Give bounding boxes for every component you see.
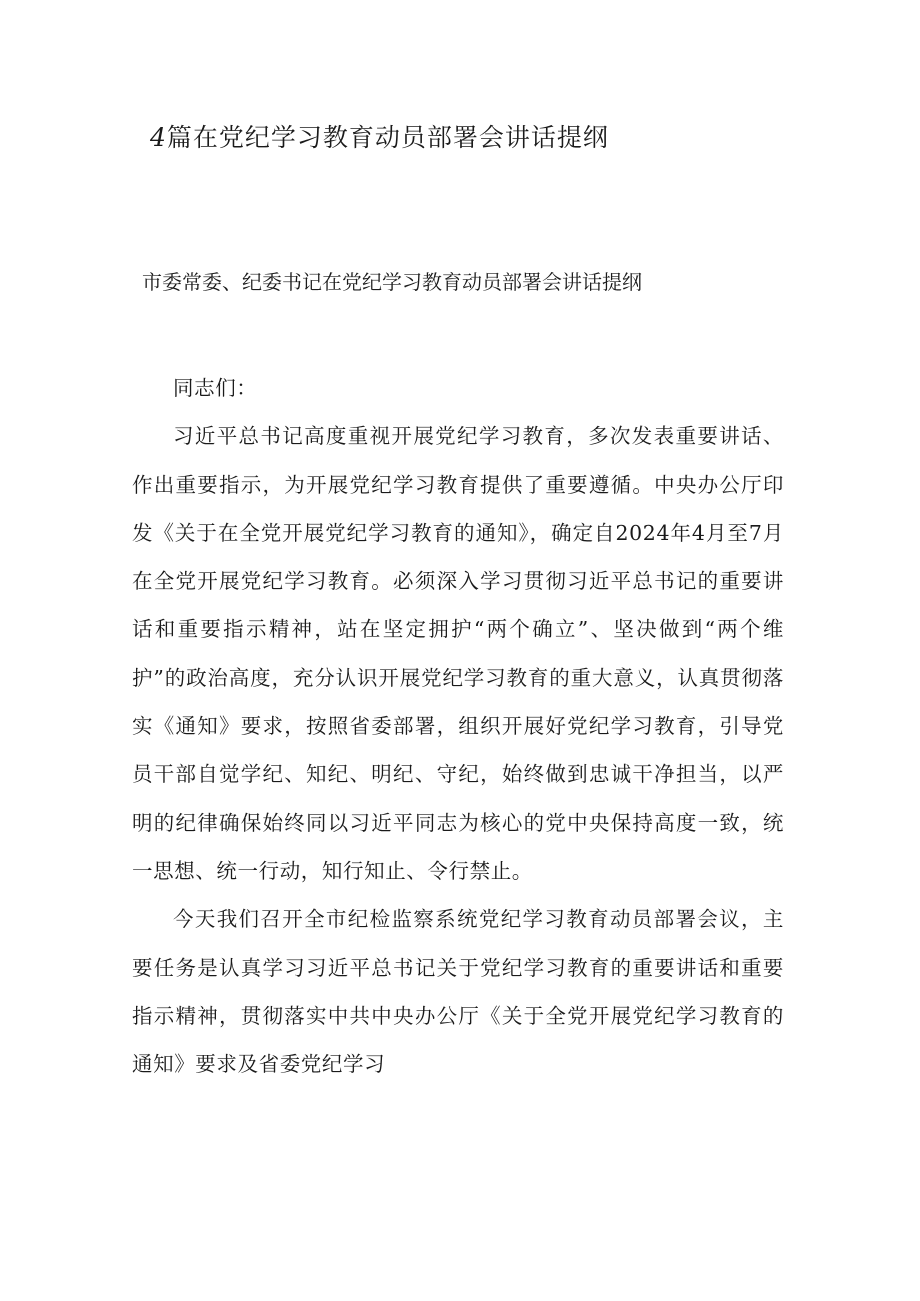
body-paragraph-1: 习近平总书记高度重视开展党纪学习教育，多次发表重要讲话、作出重要指示，为开展党纪学习教育提供了重要遵循。中央办公厅印发《关于在全党开展党纪学习教育的通知》，确定自2024年4月至7月在全党开展党纪学习教育。必须深入学习贯彻习近平总书记的重要讲话和重要指示精神，站在坚定拥护“两个确立”、坚决做到“两个维护”的政治高度，充分认识开展党纪学习教育的重大意义，认真贯彻落实《通知》要求，按照省委部署，组织开展好党纪学习教育，引导党员干部自觉学纪、知纪、明纪、守纪，始终做到忠诚干净担当，以严明的纪律确保始终同以习近平同志为核心的党中央保持高度一致，统一思想、统一行动，知行知止、令行禁止。 xyxy=(132,424,784,883)
document-body xyxy=(132,364,784,1088)
title-number: 4 xyxy=(150,123,167,152)
document-subtitle: 市委常委、纪委书记在党纪学习教育动员部署会讲话提纲 xyxy=(142,270,642,294)
salutation: 同志们： xyxy=(173,376,258,400)
title-text: 篇在党纪学习教育动员部署会讲话提纲 xyxy=(166,123,609,152)
body-paragraph-2: 今天我们召开全市纪检监察系统党纪学习教育动员部署会议，主要任务是认真学习习近平总书记关于党纪学习教育的重要讲话和重要指示精神，贯彻落实中共中央办公厅《关于全党开展党纪学习教育的通知》要求及省委党纪学习 xyxy=(132,907,784,1077)
document-title xyxy=(150,118,790,158)
